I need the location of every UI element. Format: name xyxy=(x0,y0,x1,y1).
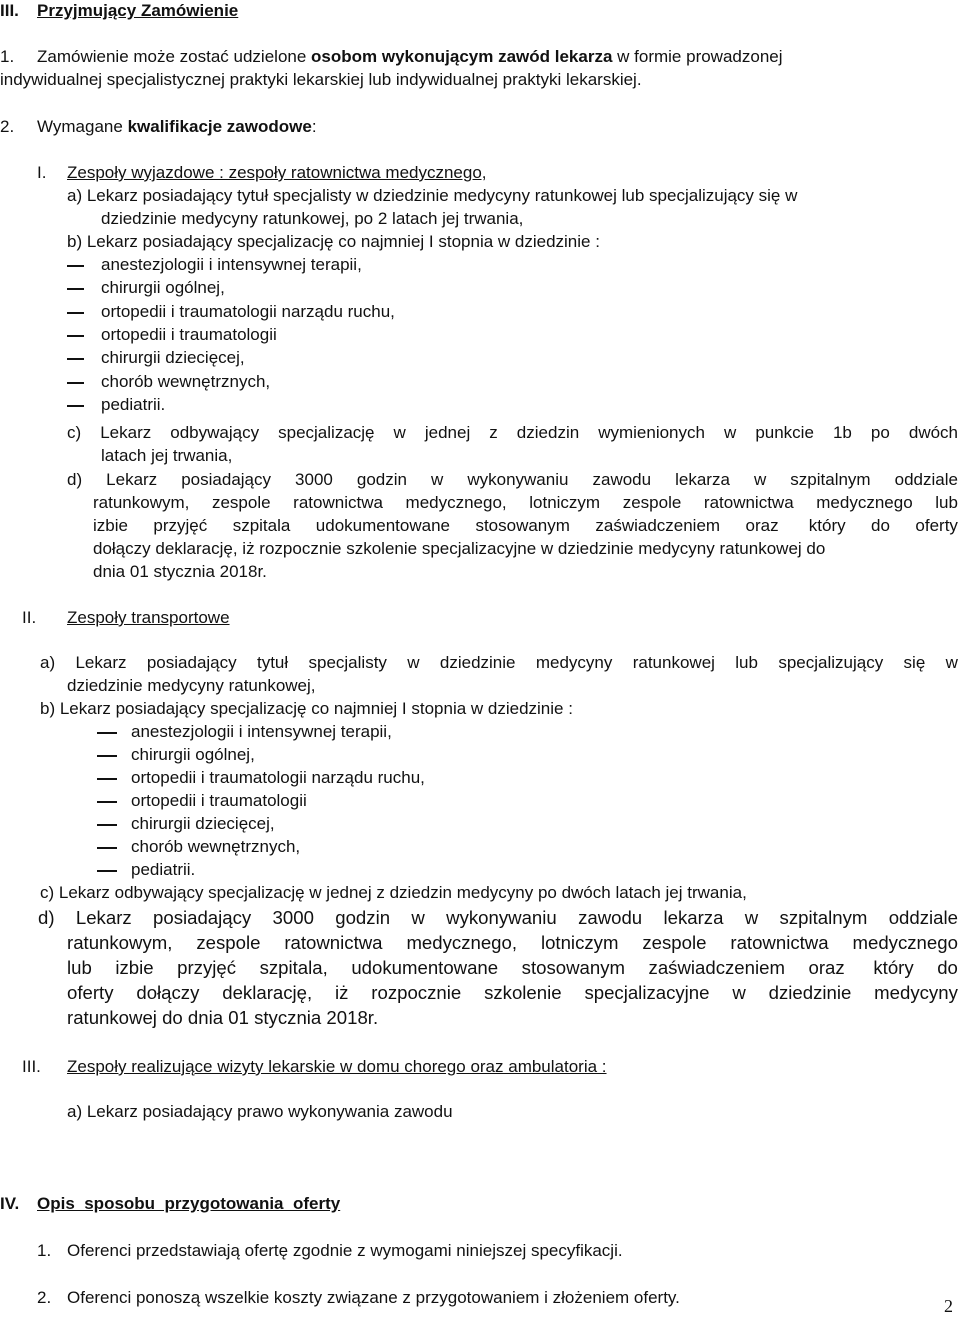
requirement-line: b) Lekarz posiadający specjalizację co najmniej I stopnia w dziedzinie : xyxy=(40,699,573,718)
requirement-line: a) Lekarz posiadający tytuł specjalisty w dziedzinie medycyny ratunkowej lub specjalizujący się w xyxy=(40,653,958,672)
requirement-line: ratunkowym, zespole ratownictwa medycznego, lotniczym zespole ratownictwa medycznego xyxy=(67,932,958,953)
dash-bullet xyxy=(97,755,117,757)
requirement-line: dnia 01 stycznia 2018r. xyxy=(93,562,267,581)
paragraph-line: indywidualnej specjalistycznej praktyki lekarskiej lub indywidualnej praktyki lekarskiej. xyxy=(0,70,642,89)
requirement-line: oferty dołączy deklarację, iż rozpocznie szkolenie specjalizacyjne w dziedzinie medycyny xyxy=(67,982,958,1003)
specialization-item: anestezjologii i intensywnej terapii, xyxy=(101,255,362,274)
dash-bullet xyxy=(67,335,84,337)
group-title: Zespoły realizujące wizyty lekarskie w domu chorego oraz ambulatoria : xyxy=(67,1057,607,1076)
requirement-line: ratunkowej do dnia 01 stycznia 2018r. xyxy=(67,1007,379,1028)
specialization-item: ortopedii i traumatologii xyxy=(101,325,277,344)
section-title: Opis sposobu przygotowania oferty xyxy=(37,1194,341,1213)
specialization-item: chirurgii dziecięcej, xyxy=(131,814,275,833)
requirement-line: dziedzinie medycyny ratunkowej, po 2 latach jej trwania, xyxy=(101,209,524,228)
dash-bullet xyxy=(67,405,84,407)
requirement-line: ratunkowym, zespole ratownictwa medycznego, lotniczym zespole ratownictwa medycznego lub xyxy=(93,493,958,512)
dash-bullet xyxy=(97,801,117,803)
group-title: Zespoły transportowe xyxy=(67,608,230,627)
requirement-line: c) Lekarz odbywający specjalizację w jednej z dziedzin medycyny po dwóch latach jej trwania, xyxy=(40,883,747,902)
point-number: 2. xyxy=(37,1288,52,1307)
requirement-line: b) Lekarz posiadający specjalizację co najmniej I stopnia w dziedzinie : xyxy=(67,232,600,251)
dash-bullet xyxy=(97,732,117,734)
paragraph-line: Zamówienie może zostać udzielone osobom wykonującym zawód lekarza w formie prowadzonej xyxy=(37,47,783,66)
group-title: Zespoły wyjazdowe : zespoły ratownictwa medycznego, xyxy=(67,163,487,182)
point-number: 2. xyxy=(0,117,15,136)
specialization-item: anestezjologii i intensywnej terapii, xyxy=(131,722,392,741)
group-number: II. xyxy=(22,608,37,627)
paragraph-line: Wymagane kwalifikacje zawodowe: xyxy=(37,117,317,136)
specialization-item: ortopedii i traumatologii narządu ruchu, xyxy=(101,302,395,321)
requirement-line: a) Lekarz posiadający tytuł specjalisty w dziedzinie medycyny ratunkowej lub specjalizujący się w xyxy=(67,186,798,205)
requirement-line: izbie przyjęć szpitala udokumentowane stosowanym zaświadczeniem oraz który do oferty xyxy=(93,516,958,535)
page-number: 2 xyxy=(944,1296,953,1316)
specialization-item: chorób wewnętrznych, xyxy=(131,837,301,856)
dash-bullet xyxy=(67,265,84,267)
requirement-line: dołączy deklarację, iż rozpocznie szkolenie specjalizacyjne w dziedzinie medycyny ratunkowej do xyxy=(93,539,826,558)
specialization-item: chirurgii ogólnej, xyxy=(131,745,255,764)
specialization-item: ortopedii i traumatologii narządu ruchu, xyxy=(131,768,425,787)
dash-bullet xyxy=(97,847,117,849)
dash-bullet xyxy=(97,778,117,780)
requirement-line: lub izbie przyjęć szpitala, udokumentowane stosowanym zaświadczeniem oraz który do xyxy=(67,957,958,978)
paragraph-line: Oferenci ponoszą wszelkie koszty związane z przygotowaniem i złożeniem oferty. xyxy=(67,1288,680,1307)
requirement-line: c) Lekarz odbywający specjalizację w jednej z dziedzin wymienionych w punkcie 1b po dwóch xyxy=(67,423,958,442)
requirement-line: latach jej trwania, xyxy=(101,446,233,465)
point-number: 1. xyxy=(0,47,15,66)
group-number: III. xyxy=(22,1057,41,1076)
dash-bullet xyxy=(67,312,84,314)
requirement-line: dziedzinie medycyny ratunkowej, xyxy=(67,676,316,695)
section-title: Przyjmujący Zamówienie xyxy=(37,1,239,20)
requirement-line: a) Lekarz posiadający prawo wykonywania zawodu xyxy=(67,1102,453,1121)
section-number: III. xyxy=(0,1,19,20)
dash-bullet xyxy=(67,358,84,360)
requirement-line: d) Lekarz posiadający 3000 godzin w wykonywaniu zawodu lekarza w szpitalnym oddziale xyxy=(38,907,958,928)
paragraph-line: Oferenci przedstawiają ofertę zgodnie z wymogami niniejszej specyfikacji. xyxy=(67,1241,623,1260)
requirement-line: d) Lekarz posiadający 3000 godzin w wykonywaniu zawodu lekarza w szpitalnym oddziale xyxy=(67,470,958,489)
dash-bullet xyxy=(67,382,84,384)
dash-bullet xyxy=(97,824,117,826)
specialization-item: chirurgii dziecięcej, xyxy=(101,348,245,367)
dash-bullet xyxy=(67,288,84,290)
specialization-item: chirurgii ogólnej, xyxy=(101,278,225,297)
group-number: I. xyxy=(37,163,47,182)
specialization-item: chorób wewnętrznych, xyxy=(101,372,271,391)
point-number: 1. xyxy=(37,1241,52,1260)
specialization-item: pediatrii. xyxy=(101,395,166,414)
dash-bullet xyxy=(97,870,117,872)
specialization-item: ortopedii i traumatologii xyxy=(131,791,307,810)
specialization-item: pediatrii. xyxy=(131,860,196,879)
section-number: IV. xyxy=(0,1194,20,1213)
